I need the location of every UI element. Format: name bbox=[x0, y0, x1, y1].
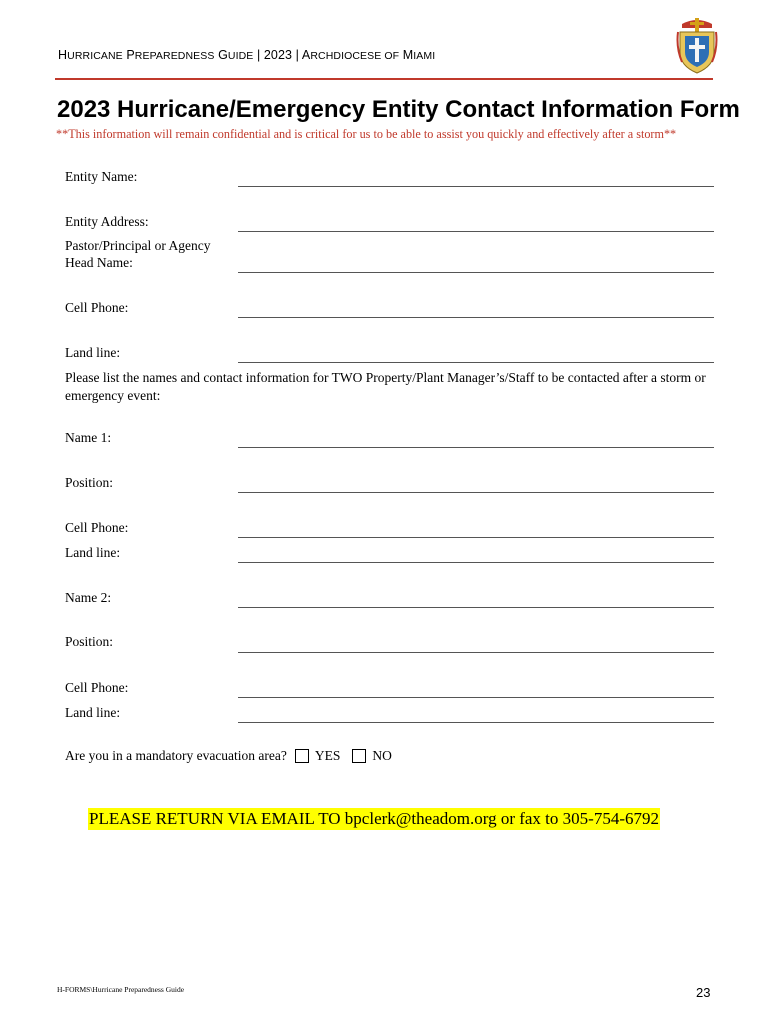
position1-field[interactable] bbox=[238, 492, 714, 493]
running-header: HURRICANE PREPAREDNESS GUIDE | 2023 | ARCHDIOCESE OF MIAMI bbox=[58, 48, 436, 62]
evacuation-question bbox=[65, 748, 392, 764]
land-line2-label: Land line: bbox=[65, 705, 121, 720]
header-rule bbox=[55, 78, 713, 80]
cell-phone2-label: Cell Phone: bbox=[65, 680, 129, 695]
entity-name-label: Entity Name: bbox=[65, 169, 138, 184]
yes-checkbox[interactable] bbox=[295, 749, 309, 763]
pastor-name-label: Pastor/Principal or Agency Head Name: bbox=[65, 238, 211, 270]
land-line-label: Land line: bbox=[65, 345, 121, 360]
entity-name-field[interactable] bbox=[238, 186, 714, 187]
name1-label: Name 1: bbox=[65, 430, 112, 445]
land-line-field[interactable] bbox=[238, 362, 714, 363]
land-line1-label: Land line: bbox=[65, 545, 121, 560]
evacuation-label: Are you in a mandatory evacuation area? bbox=[65, 748, 287, 763]
cell-phone-label: Cell Phone: bbox=[65, 300, 129, 315]
footer-path: H-FORMS\Hurricane Preparedness Guide bbox=[57, 985, 185, 994]
entity-address-field[interactable] bbox=[238, 231, 714, 232]
yes-label: YES bbox=[314, 748, 341, 763]
no-label: NO bbox=[372, 748, 392, 763]
cell-phone1-label: Cell Phone: bbox=[65, 520, 129, 535]
no-checkbox[interactable] bbox=[352, 749, 366, 763]
page-title: 2023 Hurricane/Emergency Entity Contact Information Form bbox=[57, 96, 740, 123]
position2-label: Position: bbox=[65, 634, 114, 649]
return-instructions: PLEASE RETURN VIA EMAIL TO bpclerk@theadom.org or fax to 305-754-6792 bbox=[89, 809, 659, 828]
confidentiality-note: **This information will remain confidential and is critical for us to be able to assist you quickly and effectively after a storm** bbox=[56, 127, 677, 141]
position2-field[interactable] bbox=[238, 652, 714, 653]
cell-phone2-field[interactable] bbox=[238, 697, 714, 698]
cell-phone-field[interactable] bbox=[238, 317, 714, 318]
archdiocese-crest-icon bbox=[676, 18, 718, 74]
cell-phone1-field[interactable] bbox=[238, 537, 714, 538]
name2-field[interactable] bbox=[238, 607, 714, 608]
instructions: Please list the names and contact information for TWO Property/Plant Manager’s/Staff to be contacted after a storm or emergency event: bbox=[65, 370, 706, 403]
page-number: 23 bbox=[696, 985, 711, 1000]
pastor-name-field[interactable] bbox=[238, 272, 714, 273]
name2-label: Name 2: bbox=[65, 590, 112, 605]
land-line2-field[interactable] bbox=[238, 722, 714, 723]
position1-label: Position: bbox=[65, 475, 114, 490]
name1-field[interactable] bbox=[238, 447, 714, 448]
land-line1-field[interactable] bbox=[238, 562, 714, 563]
entity-address-label: Entity Address: bbox=[65, 214, 149, 229]
